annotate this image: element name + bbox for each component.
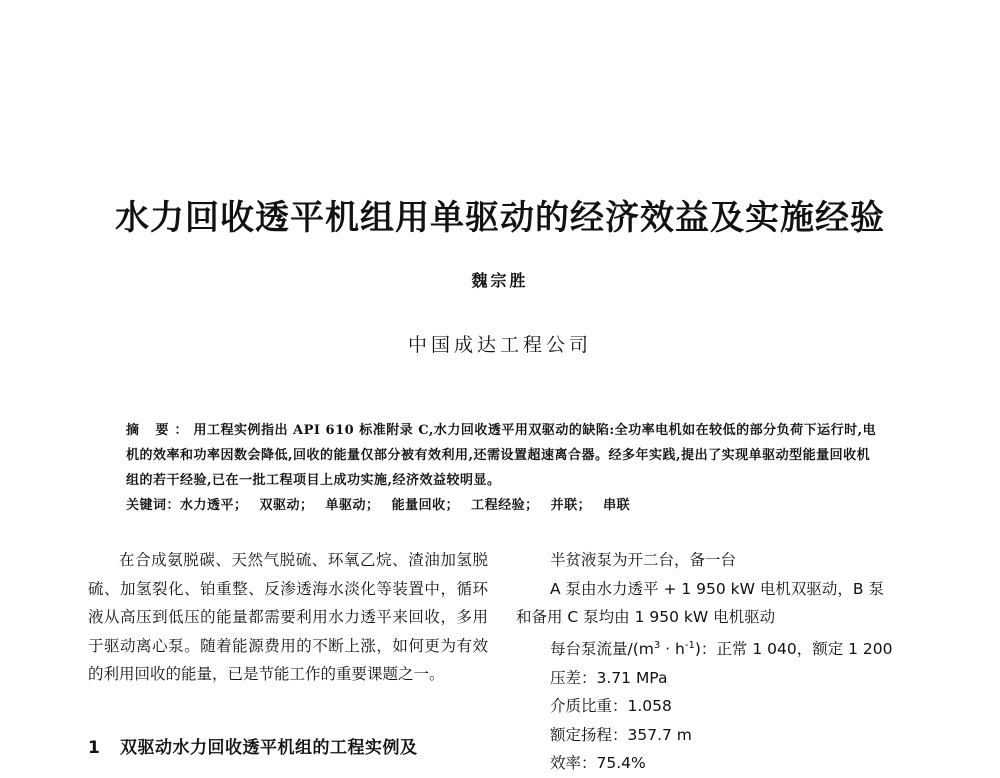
pressure-spec: 压差：3.71 MPa bbox=[550, 668, 668, 687]
abstract-label: 摘 要： bbox=[126, 423, 194, 438]
gravity-spec: 介质比重：1.058 bbox=[550, 697, 672, 716]
flow-sup-2: -1 bbox=[684, 639, 695, 651]
flow-value: )：正常 1 040，额定 1 200 bbox=[694, 639, 893, 658]
keyword-item: 双驱动； bbox=[259, 498, 314, 513]
author-name: 魏宗胜 bbox=[471, 271, 529, 290]
keywords bbox=[126, 493, 878, 518]
keyword-item: 并联； bbox=[550, 498, 592, 513]
flow-sup-1: 3 bbox=[653, 639, 661, 651]
keyword-item: 水力透平； bbox=[180, 498, 248, 513]
keywords-label: 关键词： bbox=[126, 498, 181, 513]
efficiency-spec: 效率：75.4% bbox=[550, 754, 646, 773]
abstract-text: 用工程实例指出 API 610 标准附录 C,水力回收透平用双驱动的缺陷:全功率电机如在较低的部分负荷下运行时,电机的效率和功率因数会降低,回收的能量仅部分被有效利用,还需设置超速离合器。经多年实践,提出了实现单驱动型能量回收机组的若干经验,已在一批工程项目上成功实施,经济效益较明显。 bbox=[126, 423, 877, 488]
left-column bbox=[88, 546, 488, 689]
flow-mid: · h bbox=[660, 639, 685, 658]
flow-label: 每台泵流量/(m bbox=[550, 639, 654, 658]
flow-spec bbox=[516, 632, 916, 664]
author-affiliation: 中国成达工程公司 bbox=[407, 334, 592, 356]
pump-drive-line-cont: 和备用 C 泵均由 1 950 kW 电机驱动 bbox=[516, 608, 776, 627]
keyword-item: 串联 bbox=[603, 498, 631, 513]
pump-drive-line: A 泵由水力透平 + 1 950 kW 电机双驱动，B 泵 bbox=[550, 579, 884, 598]
head-spec: 额定扬程：357.7 m bbox=[550, 725, 692, 744]
keyword-item: 工程经验； bbox=[471, 498, 539, 513]
pump-config-line: 半贫液泵为开二台，备一台 bbox=[550, 551, 737, 569]
section-number: 1 bbox=[88, 738, 101, 758]
section-heading bbox=[88, 733, 508, 758]
right-column bbox=[516, 546, 916, 778]
paper-title: 水力回收透平机组用单驱动的经济效益及实施经验 bbox=[115, 198, 885, 238]
keyword-item: 单驱动； bbox=[325, 498, 380, 513]
abstract bbox=[126, 418, 878, 493]
intro-paragraph: 在合成氨脱碳、天然气脱硫、环氧乙烷、渣油加氢脱硫、加氢裂化、铂重整、反渗透海水淡化等装置中，循环液从高压到低压的能量都需要利用水力透平来回收，多用于驱动离心泵。随着能源费用的不断上涨，如何更为有效的利用回收的能量，已是节能工作的重要课题之一。 bbox=[88, 551, 488, 684]
keyword-item: 能量回收； bbox=[391, 498, 460, 513]
section-title: 双驱动水力回收透平机组的工程实例及 bbox=[120, 738, 418, 758]
